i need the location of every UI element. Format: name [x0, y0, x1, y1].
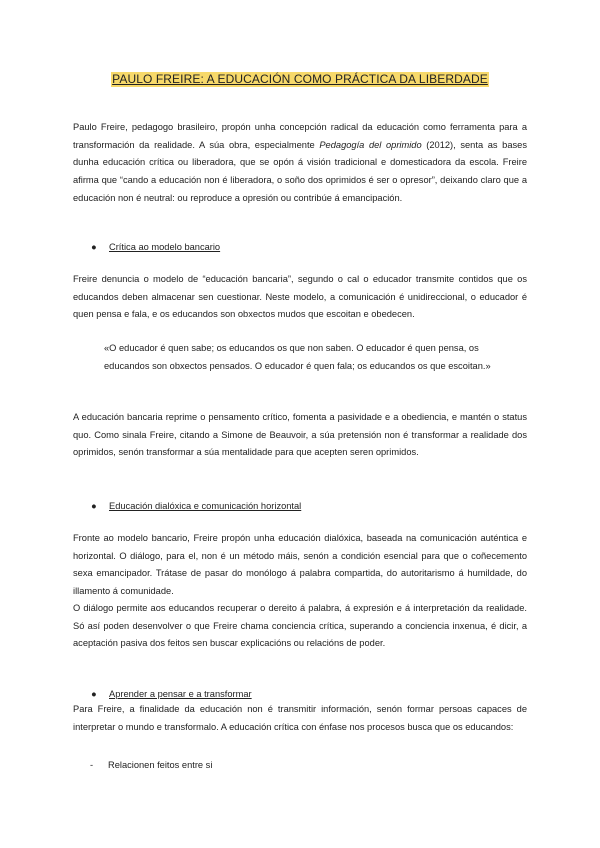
transform-paragraph: Para Freire, a finalidade da educación non é transmitir información, senón formar persoas capaces de interpretar o mundo e transformalo. A educación crítica con énfase nos procesos busca que os educandos:: [73, 704, 527, 732]
bullet-icon: ●: [91, 501, 97, 511]
section-heading-banking: [91, 240, 220, 254]
bullet-icon: ●: [91, 689, 97, 699]
dialogic-paragraph-1: Fronte ao modelo bancario, Freire propón unha educación dialóxica, baseada na comunicación auténtica e horizontal. O diálogo, para el, non é un método máis, senón a condición esencial para que o coñecemento sexa emancipador. Trátase de pasar do monólogo á palabra compartida, do autoritarismo á humildade, do illamento á comunidade.: [73, 533, 527, 597]
intro-text-2: (2012), senta as bases dunha educación crítica ou liberadora, que se opón á visión tradicional e domesticadora da escola. Freire afirma que “cando a educación non é liberadora, o soño dos oprimidos é ser o opresor”, deixando claro que a educación non é neutral: ou reproduce a opresión ou contribúe á emancipación.: [73, 139, 527, 203]
banking-paragraph-2: A educación bancaria reprime o pensamento crítico, fomenta a pasividade e a obediencia, e mantén o status quo. Como sinala Freire, citando a Simone de Beauvoir, a súa pretensión non é transformar a realidade dos oprimidos, senón transformar a súa mentalidade para que acepten seren oprimidos.: [73, 412, 527, 458]
intro-paragraph: [73, 119, 527, 208]
freire-quote: «O educador é quen sabe; os educandos os que non saben. O educador é quen pensa, os educandos son obxectos pensados. O educador é quen fala; os educandos os que escoitan.»: [104, 343, 491, 371]
book-title: Pedagogía del oprimido: [319, 139, 422, 150]
document-title: PAULO FREIRE: A EDUCACIÓN COMO PRÁCTICA DA LIBERDADE: [112, 72, 488, 86]
section-heading-dialogic: [91, 499, 301, 513]
section-heading-label: Educación dialóxica e comunicación horizontal: [109, 501, 302, 511]
section-heading-label: Aprender a pensar e a transformar: [109, 689, 252, 699]
dialogic-paragraph-2: O diálogo permite aos educandos recuperar o dereito á palabra, á expresión e á interpretación da realidade. Só así poden desenvolver o que Freire chama conciencia crítica, superando a conciencia inxenua, é dicir, a aceptación pasiva dos feitos sen buscar explicacións ou relacións de poder.: [73, 603, 527, 649]
intro-text-1: Paulo Freire, pedagogo brasileiro, propón unha concepción radical da educación como ferramenta para a transformación da realidade. A súa obra, especialmente: [73, 122, 527, 150]
section-heading-transform: [91, 687, 252, 701]
list-item: [90, 758, 212, 772]
section-heading-label: Crítica ao modelo bancario: [109, 242, 221, 252]
list-item-text: Relacionen feitos entre si: [108, 760, 213, 770]
title-wrap: [0, 70, 600, 88]
banking-paragraph-1: Freire denuncia o modelo de “educación bancaria”, segundo o cal o educador transmite contidos que os educandos deben almacenar sen cuestionar. Neste modelo, a comunicación é unidireccional, o educador é quen pensa e fala, e os educandos son obxectos mudos que escoitan e obedecen.: [73, 274, 527, 320]
bullet-icon: ●: [91, 242, 97, 252]
dash-marker: -: [90, 760, 94, 770]
